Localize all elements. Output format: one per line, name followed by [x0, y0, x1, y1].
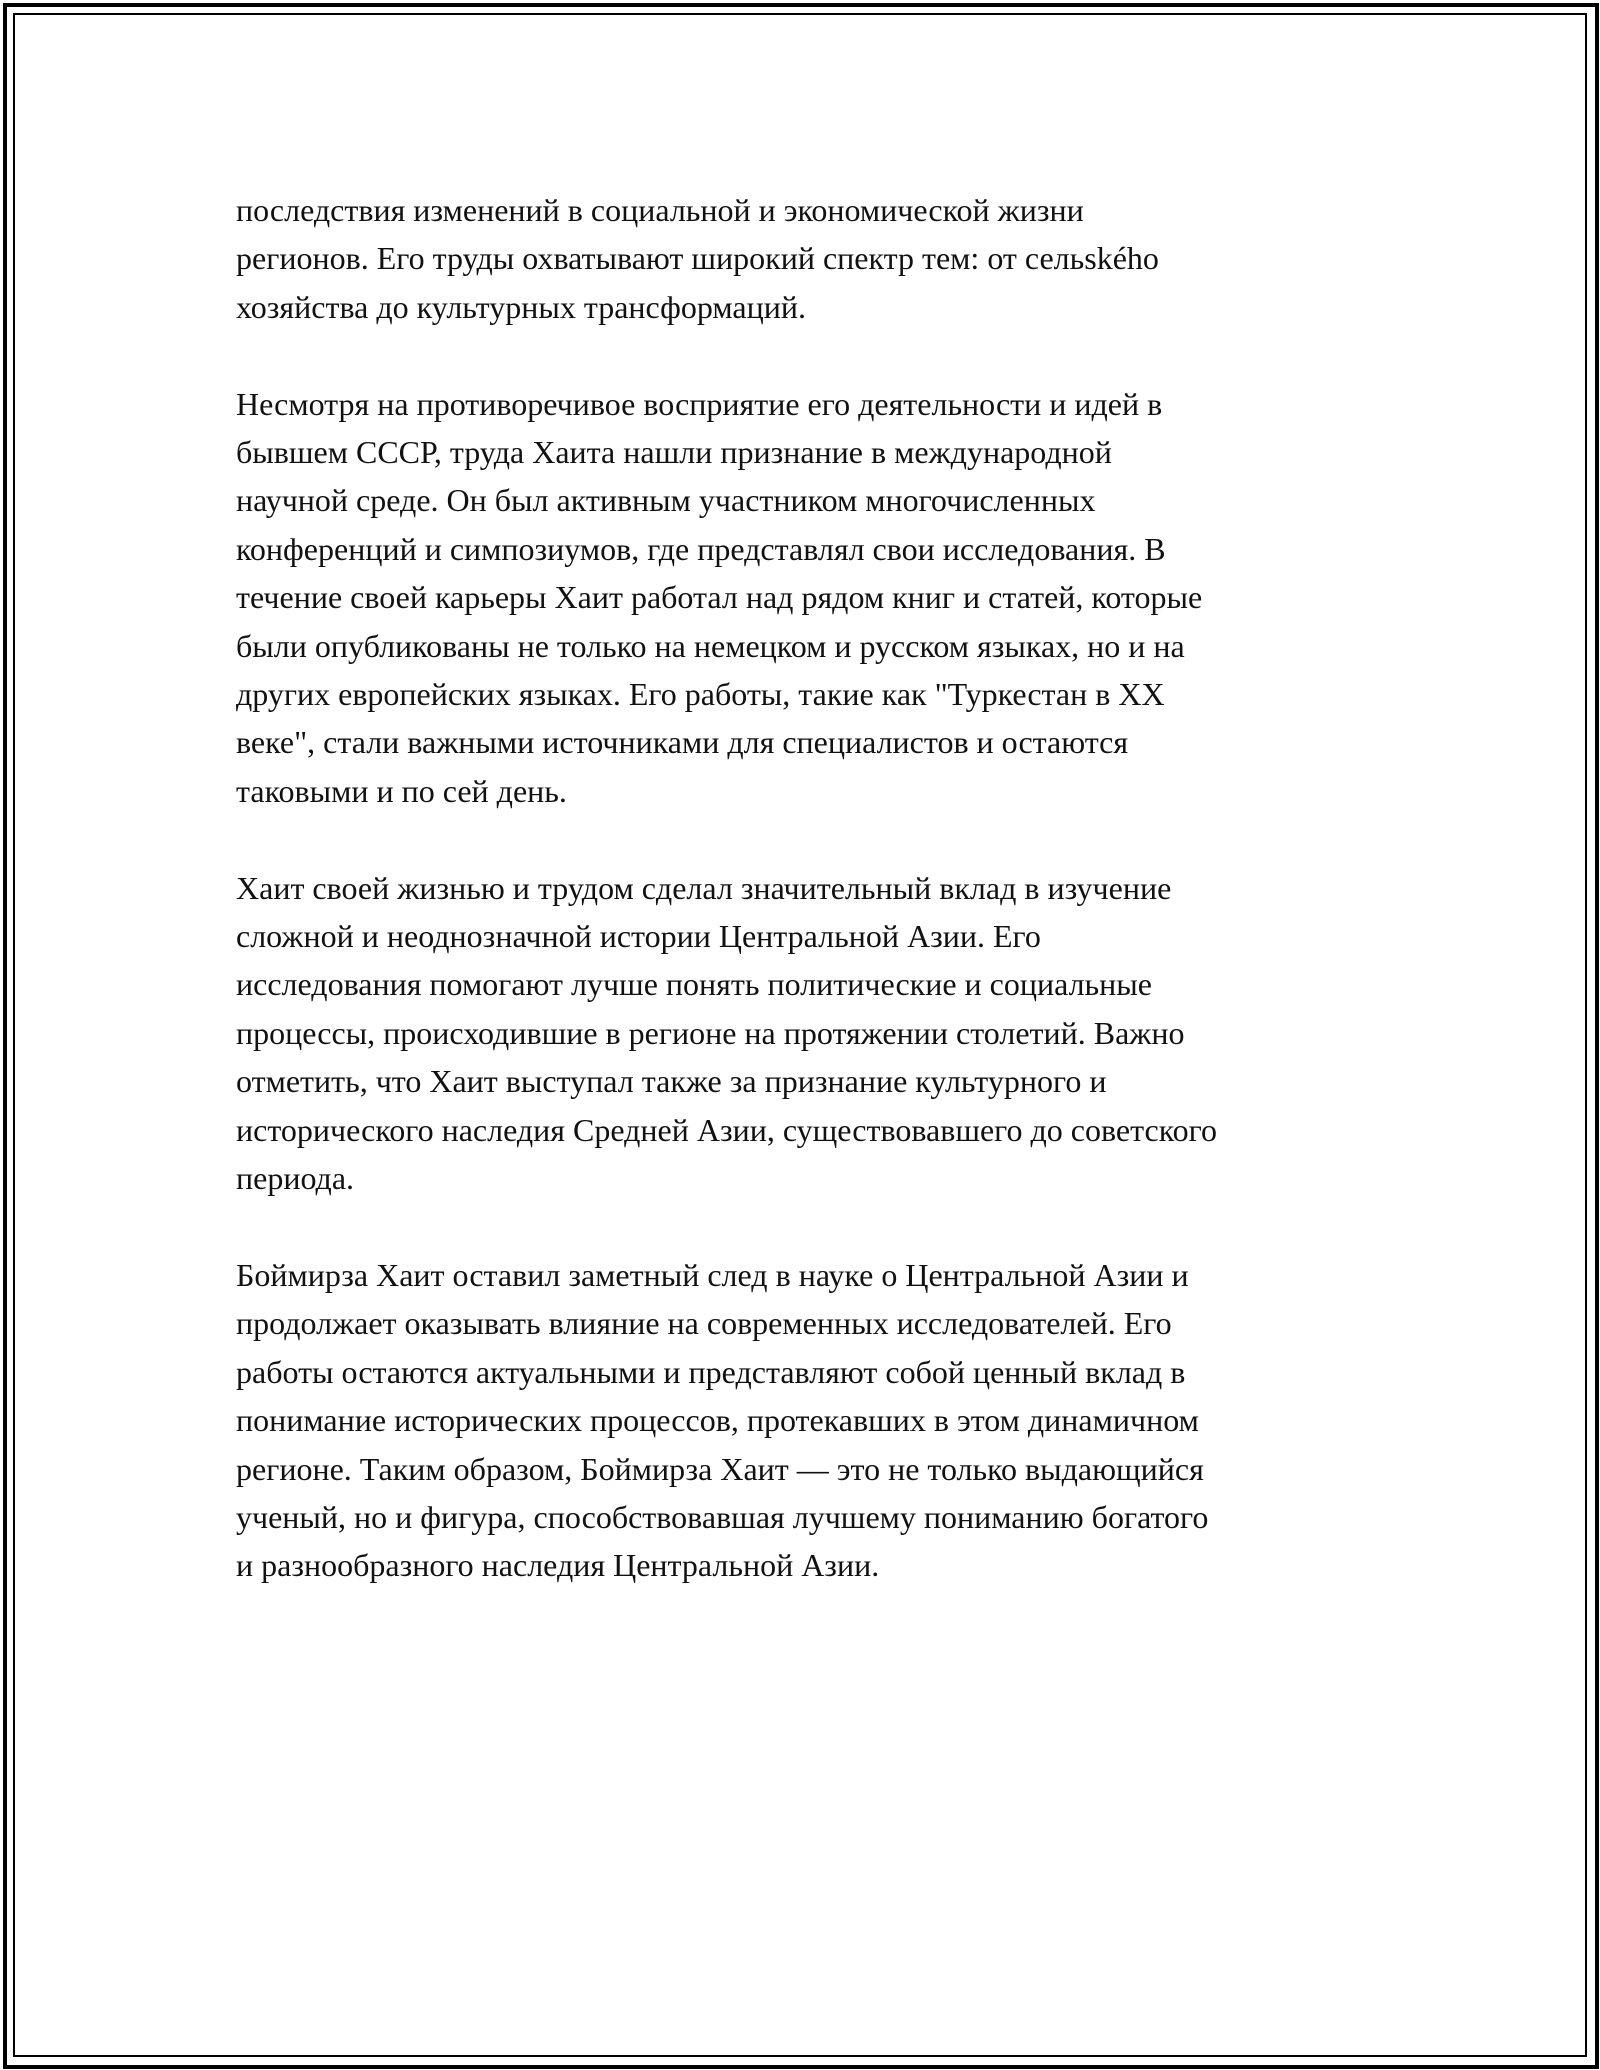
text-line: регионе. Таким образом, Боймирза Хаит — это не только выдающийся — [236, 1450, 1204, 1487]
text-line: и разнообразного наследия Центральной Азии. — [236, 1547, 880, 1584]
text-line: хозяйства до культурных трансформаций. — [236, 288, 806, 325]
text-line: сложной и неоднозначной истории Центральной Азии. Его — [236, 918, 1041, 955]
text-line: процессы, происходившие в регионе на протяжении столетий. Важно — [236, 1014, 1185, 1051]
text-line: таковыми и по сей день. — [236, 772, 567, 809]
text-line: работы остаются актуальными и представляют собой ценный вклад в — [236, 1353, 1186, 1390]
text-line: Боймирза Хаит оставил заметный след в науке о Центральной Азии и — [236, 1256, 1189, 1293]
text-line: исследования помогают лучше понять политические и социальные — [236, 966, 1152, 1003]
text-line: научной среде. Он был активным участником многочисленных — [236, 482, 1096, 519]
text-line: регионов. Его труды охватывают широкий спектр тем: от сельského — [236, 240, 1159, 277]
paragraph-4 — [236, 1251, 1376, 1590]
text-line: последствия изменений в социальной и экономической жизни — [236, 192, 1084, 228]
text-line: ученый, но и фигура, способствовавшая лучшему пониманию богатого — [236, 1498, 1209, 1535]
text-line: отметить, что Хаит выступал также за признание культурного и — [236, 1063, 1107, 1100]
text-line: были опубликованы не только на немецком и русском языках, но и на — [236, 627, 1185, 664]
document-body — [236, 186, 1376, 1638]
text-line: Хаит своей жизнью и трудом сделал значительный вклад в изучение — [236, 869, 1172, 906]
text-line: течение своей карьеры Хаит работал над рядом книг и статей, которые — [236, 579, 1203, 616]
text-line: веке", стали важными источниками для специалистов и остаются — [236, 724, 1129, 761]
text-line: исторического наследия Средней Азии, существовавшего до советского — [236, 1111, 1217, 1148]
text-line: конференций и симпозиумов, где представлял свои исследования. В — [236, 530, 1166, 567]
text-line: бывшем СССР, труда Хаита нашли признание в международной — [236, 434, 1112, 471]
text-line: понимание исторических процессов, протекавших в этом динамичном — [236, 1402, 1199, 1439]
text-line: периода. — [236, 1160, 355, 1197]
text-line: продолжает оказывать влияние на современных исследователей. Его — [236, 1305, 1172, 1342]
paragraph-1 — [236, 186, 1376, 331]
text-line: Несмотря на противоречивое восприятие его деятельности и идей в — [236, 385, 1163, 422]
text-line: других европейских языках. Его работы, такие как "Туркестан в XX — [236, 676, 1165, 713]
paragraph-2 — [236, 380, 1376, 816]
paragraph-3 — [236, 864, 1376, 1203]
